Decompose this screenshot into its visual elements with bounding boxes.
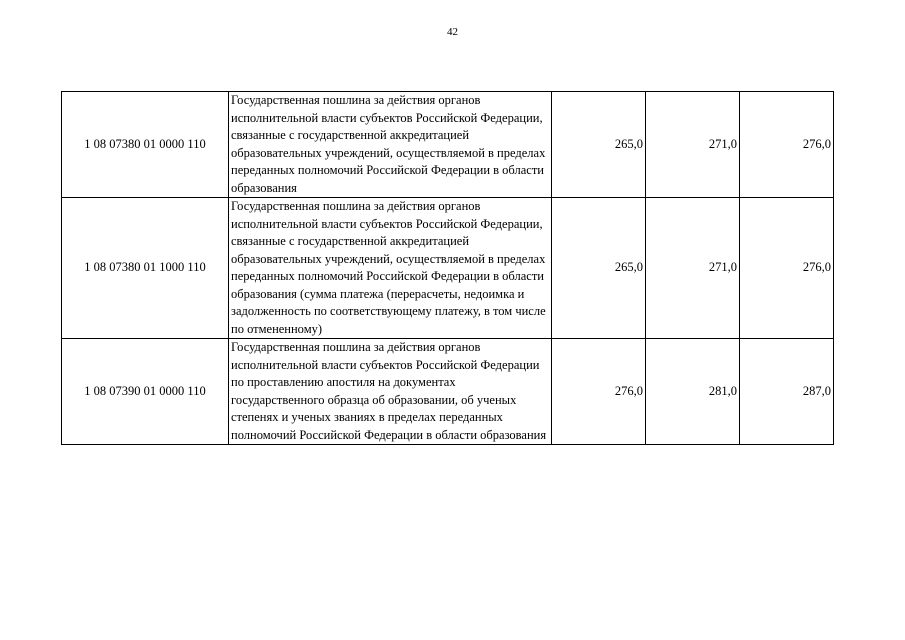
page-number: 42 bbox=[447, 26, 458, 38]
revenue-name-cell: Государственная пошлина за действия органов исполнительной власти субъектов Российской Федерации, связанные с государственной аккредитацией образовательных учреждений, осуществляемой в пределах переданных полномочий Российской Федерации в области образования (сумма платежа (перерасчеты, недоимка и задолженность по соответствующему платежу, в том числе по отмененному) bbox=[229, 198, 552, 339]
amount-year-1-cell: 276,0 bbox=[552, 339, 646, 445]
revenue-name-cell: Государственная пошлина за действия органов исполнительной власти субъектов Российской Федерации по проставлению апостиля на документах государственного образца об образовании, об ученых степенях и ученых званиях в пределах переданных полномочий Российской Федерации в области образования bbox=[229, 339, 552, 445]
table-row bbox=[62, 198, 834, 339]
amount-year-3-cell: 276,0 bbox=[740, 198, 834, 339]
amount-year-1-cell: 265,0 bbox=[552, 92, 646, 198]
table-row bbox=[62, 92, 834, 198]
table-row bbox=[62, 339, 834, 445]
kbk-code-cell: 1 08 07380 01 0000 110 bbox=[62, 92, 229, 198]
amount-year-1-cell: 265,0 bbox=[552, 198, 646, 339]
budget-table bbox=[61, 91, 834, 445]
revenue-name-cell: Государственная пошлина за действия органов исполнительной власти субъектов Российской Федерации, связанные с государственной аккредитацией образовательных учреждений, осуществляемой в пределах переданных полномочий Российской Федерации в области образования bbox=[229, 92, 552, 198]
amount-year-2-cell: 271,0 bbox=[646, 92, 740, 198]
kbk-code-cell: 1 08 07390 01 0000 110 bbox=[62, 339, 229, 445]
amount-year-2-cell: 281,0 bbox=[646, 339, 740, 445]
amount-year-3-cell: 276,0 bbox=[740, 92, 834, 198]
amount-year-2-cell: 271,0 bbox=[646, 198, 740, 339]
kbk-code-cell: 1 08 07380 01 1000 110 bbox=[62, 198, 229, 339]
amount-year-3-cell: 287,0 bbox=[740, 339, 834, 445]
